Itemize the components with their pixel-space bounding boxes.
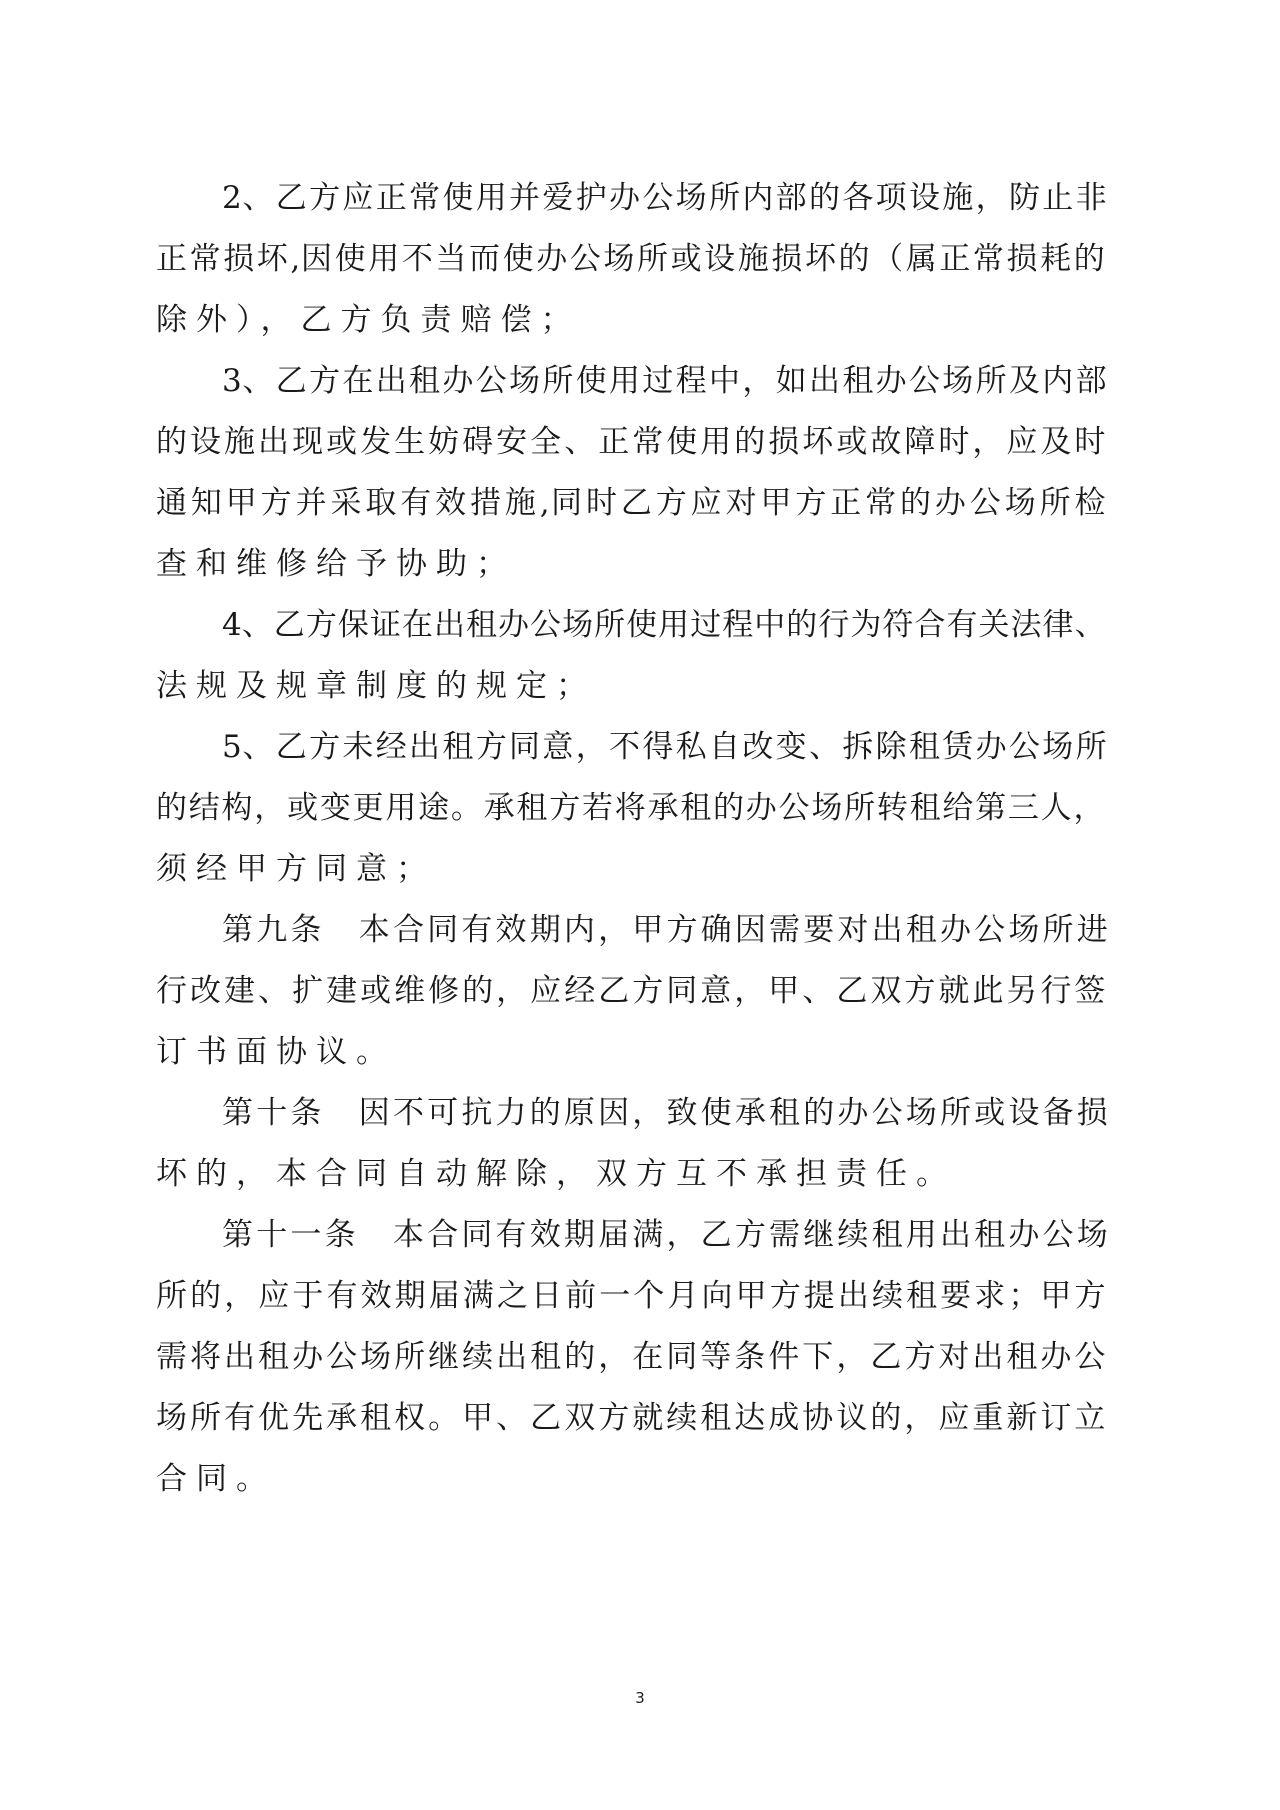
- text-line: 2 、 乙 方 应 正 常 使 用 并 爱 护 办 公 场 所 内 部 的 各 项 设 施 ， 防 止 非: [222, 180, 1107, 216]
- paragraph-clause-10: [156, 1083, 1132, 1205]
- text-line: 的 设 施 出 现 或 发 生 妨 碍 安 全 、 正 常 使 用 的 损 坏 或 故 障 时 ， 应 及 时: [156, 424, 1106, 460]
- paragraph-clause-8-item-2: [156, 168, 1132, 351]
- text-line: 需 将 出 租 办 公 场 所 继 续 出 租 的 ， 在 同 等 条 件 下 ， 乙 方 对 出 租 办 公: [156, 1339, 1106, 1375]
- text-line: 第 十 一 条 本 合 同 有 效 期 届 满 ， 乙 方 需 继 续 租 用 出 租 办 公 场: [222, 1217, 1108, 1253]
- text-line: 3 、 乙 方 在 出 租 办 公 场 所 使 用 过 程 中 ， 如 出 租 办 公 场 所 及 内 部: [222, 363, 1107, 399]
- paragraph-clause-8-item-3: [156, 351, 1132, 595]
- text-line: 的 结 构 ， 或 变 更 用 途 。 承 租 方 若 将 承 租 的 办 公 场 所 转 租 给 第 三 人 ，: [156, 790, 1105, 826]
- paragraph-clause-8-item-4: [156, 595, 1132, 717]
- text-line: 查和维修给予协助；: [156, 546, 516, 582]
- text-line: 坏的，本合同自动解除，双方互不承担责任。: [156, 1156, 956, 1192]
- paragraph-clause-8-item-5: [156, 717, 1132, 900]
- text-line: 通 知 甲 方 并 采 取 有 效 措 施 , 同 时 乙 方 应 对 甲 方 正 常 的 办 公 场 所 检: [156, 485, 1106, 521]
- document-body: [156, 168, 1132, 1510]
- text-line: 合同。: [156, 1461, 276, 1497]
- paragraph-clause-11: [156, 1205, 1132, 1510]
- text-line: 正 常 损 坏 , 因 使 用 不 当 而 使 办 公 场 所 或 设 施 损 坏 的 （ 属 正 常 损 耗 的: [156, 241, 1105, 277]
- text-line: 行 改 建 、 扩 建 或 维 修 的 ， 应 经 乙 方 同 意 ， 甲 、 乙 双 方 就 此 另 行 签: [156, 973, 1106, 1009]
- text-line: 场 所 有 优 先 承 租 权 。 甲 、 乙 双 方 就 续 租 达 成 协 议 的 ， 应 重 新 订 立: [156, 1400, 1106, 1436]
- text-line: 5 、 乙 方 未 经 出 租 方 同 意 ， 不 得 私 自 改 变 、 拆 除 租 赁 办 公 场 所: [222, 729, 1107, 765]
- text-line: 法规及规章制度的规定；: [156, 668, 596, 704]
- text-line: 所 的 ， 应 于 有 效 期 届 满 之 日 前 一 个 月 向 甲 方 提 出 续 租 要 求 ； 甲 方: [156, 1278, 1106, 1314]
- text-line: 订书面协议。: [156, 1034, 396, 1070]
- text-line: 4 、 乙 方 保 证 在 出 租 办 公 场 所 使 用 过 程 中 的 行 为 符 合 有 关 法 律 、: [222, 607, 1106, 643]
- paragraph-clause-9: [156, 900, 1132, 1083]
- text-line: 第 十 条 因 不 可 抗 力 的 原 因 ， 致 使 承 租 的 办 公 场 所 或 设 备 损: [222, 1095, 1108, 1131]
- page-number: 3: [635, 1689, 645, 1707]
- text-line: 须经甲方同意；: [156, 851, 436, 887]
- text-line: 除外），乙方负责赔偿；: [156, 302, 581, 338]
- text-line: 第 九 条 本 合 同 有 效 期 内 ， 甲 方 确 因 需 要 对 出 租 办 公 场 所 进: [222, 912, 1108, 948]
